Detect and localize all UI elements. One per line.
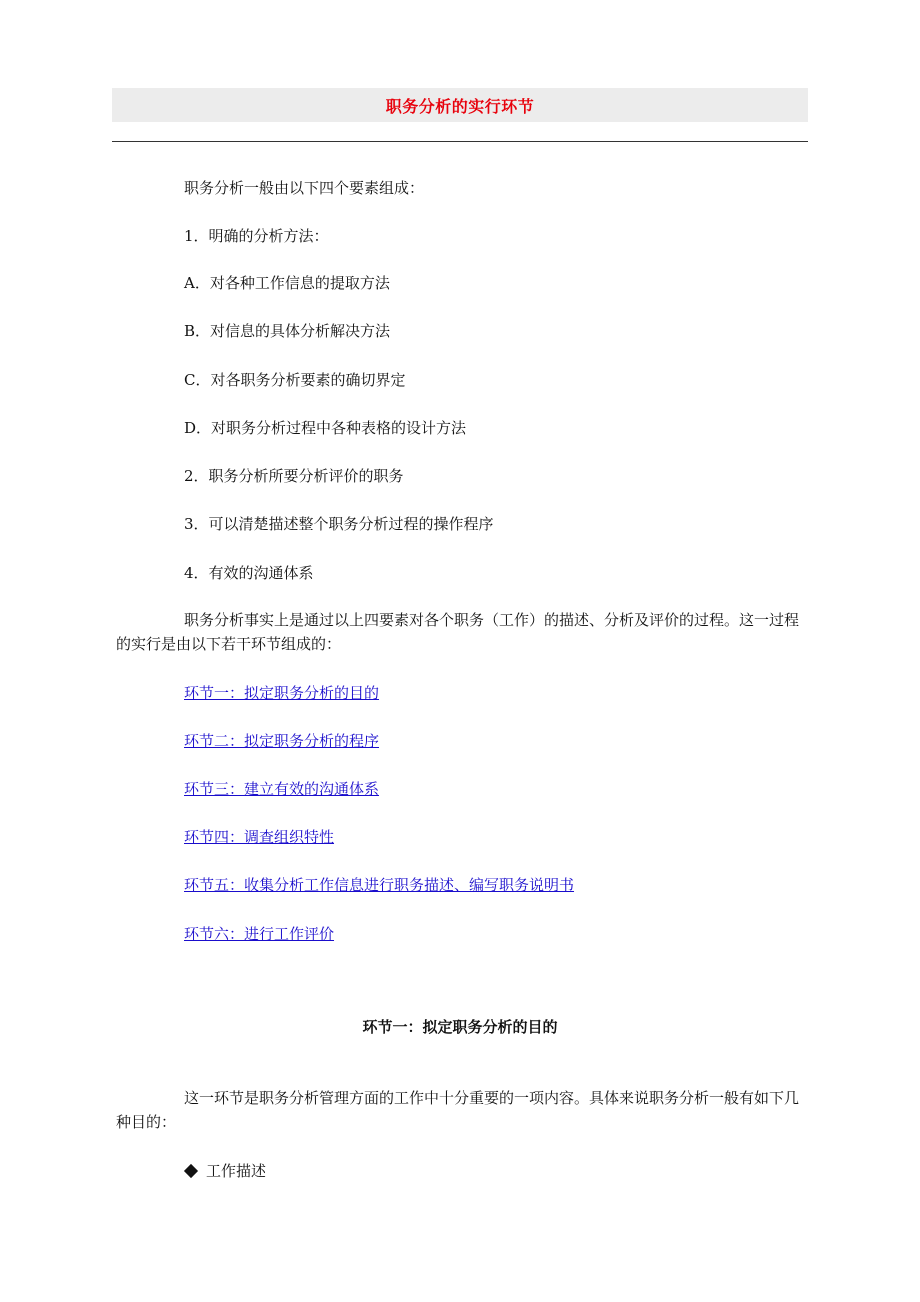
element-item: C．对各职务分析要素的确切界定 — [184, 371, 406, 389]
intro-text: 职务分析一般由以下四个要素组成： — [184, 179, 425, 197]
section-link-label[interactable]: 环节六：进行工作评价 — [184, 925, 335, 943]
element-item: D．对职务分析过程中各种表格的设计方法 — [184, 419, 467, 437]
section-link-6[interactable] — [184, 922, 334, 946]
title-bar — [112, 88, 808, 122]
element-item: 2．职务分析所要分析评价的职务 — [184, 467, 404, 485]
element-item: B．对信息的具体分析解决方法 — [184, 322, 391, 340]
section-link-label[interactable]: 环节一：拟定职务分析的目的 — [184, 684, 380, 702]
section-link-2[interactable] — [184, 729, 379, 753]
section-paragraph: 这一环节是职务分析管理方面的工作中十分重要的一项内容。具体来说职务分析一般有如下几种目的： — [116, 1089, 800, 1131]
element-item: A．对各种工作信息的提取方法 — [184, 274, 390, 292]
section-link-3[interactable] — [184, 777, 379, 801]
section-link-label[interactable]: 环节四：调查组织特性 — [184, 828, 335, 846]
diamond-bullet-icon — [184, 1164, 198, 1178]
section-link-4[interactable] — [184, 825, 334, 849]
bullet-item-label: 工作描述 — [206, 1162, 267, 1180]
summary-paragraph: 职务分析事实上是通过以上四要素对各个职务（工作）的描述、分析及评价的过程。这一过程的实行是由以下若干环节组成的： — [116, 611, 800, 653]
page-title: 职务分析的实行环节 — [385, 96, 535, 116]
section-link-label[interactable]: 环节五：收集分析工作信息进行职务描述、编写职务说明书 — [184, 876, 575, 894]
section-link-label[interactable]: 环节三：建立有效的沟通体系 — [184, 780, 380, 798]
element-item: 1．明确的分析方法： — [184, 227, 329, 245]
title-divider — [112, 141, 808, 142]
bullet-item — [186, 1159, 266, 1183]
section-link-5[interactable] — [184, 873, 574, 897]
section-heading: 环节一：拟定职务分析的目的 — [362, 1018, 558, 1036]
section-link-label[interactable]: 环节二：拟定职务分析的程序 — [184, 732, 380, 750]
section-link-1[interactable] — [184, 681, 379, 705]
element-item: 4．有效的沟通体系 — [184, 564, 314, 582]
element-item: 3．可以清楚描述整个职务分析过程的操作程序 — [184, 515, 494, 533]
